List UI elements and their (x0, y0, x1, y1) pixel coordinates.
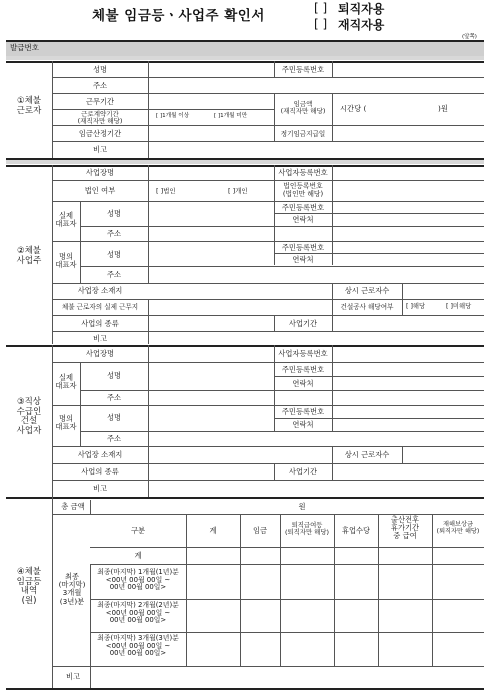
rule (274, 315, 275, 331)
rule (6, 688, 484, 690)
construction-option-no[interactable]: [ ]미해당 (446, 303, 472, 310)
contractor-remarks-label: 비고 (92, 484, 108, 493)
wages-col-leave: 휴업수당 (341, 526, 371, 535)
employer-section-title: ②체불 사업주 (16, 246, 42, 266)
wages-col-injury: 재해보상금 (퇴직자만 해당) (436, 521, 480, 535)
contractor-actual-rep-contact-label: 연락처 (292, 379, 314, 388)
wages-last-period-label: 최종 (마지막) 3개월 (3년)분 (58, 572, 86, 606)
wages-col-severance: 퇴직급여등 (퇴직자만 해당) (284, 521, 330, 537)
employer-construction-label: 건설공사 해당여부 (340, 303, 394, 311)
form-title: 체불 임금등ㆍ사업주 확인서 (92, 8, 265, 24)
rule (274, 125, 275, 141)
rule (332, 446, 333, 463)
rule (52, 241, 484, 242)
employer-corp-reg-label: 법인등록번호 (법인만 해당) (282, 182, 324, 198)
rule (52, 514, 484, 515)
rule (52, 180, 484, 181)
rule (90, 564, 484, 565)
contractor-nominal-rep-address-label: 주소 (106, 434, 122, 443)
wages-row-month-3: 최종(마지막) 3개월(3년)분 <00년 00월 00일 ~ 00년 00월 00일> (97, 634, 179, 658)
wages-col-total: 계 (209, 526, 217, 535)
confirmation-form (6, 0, 484, 693)
rule (52, 362, 484, 363)
employer-actual-rep-label: 실제 대표자 (55, 211, 77, 229)
employer-nominal-rep-contact-label: 연락처 (292, 255, 314, 264)
employer-business-period-label: 사업기간 (288, 319, 318, 328)
gap-bar-2 (6, 160, 484, 164)
employer-location-label: 사업장 소재지 (77, 286, 123, 295)
period-option-over-1m[interactable]: [ ]1개월 이상 (156, 113, 190, 119)
construction-option-yes[interactable]: [ ]해당 (406, 303, 426, 310)
wages-col-category: 구분 (130, 526, 146, 535)
corp-option-individual[interactable]: [ ]개인 (228, 187, 248, 195)
rule (80, 266, 484, 267)
wages-col-wage: 임금 (252, 526, 268, 535)
rule (6, 61, 484, 63)
rule (274, 418, 484, 419)
option-employed-label: 재직자용 (338, 18, 385, 32)
rule (148, 299, 149, 344)
rule (52, 446, 484, 447)
rule (240, 514, 241, 666)
rule (274, 93, 275, 125)
rule (80, 431, 484, 432)
employer-business-reg-label: 사업자등록번호 (278, 168, 328, 177)
wages-section-title: ④체불 임금등 내역 (원) (16, 567, 42, 606)
rule (52, 201, 484, 202)
rule (332, 315, 333, 331)
rule (52, 345, 53, 497)
rule (52, 165, 53, 344)
rule (52, 666, 484, 667)
rule (52, 141, 484, 142)
contractor-nominal-rep-resident-label: 주민등록번호 (281, 407, 325, 416)
worker-regular-payday-label: 정기임금지급일 (280, 130, 326, 138)
rule (332, 125, 333, 141)
checkbox-employed[interactable]: [ ] (314, 17, 328, 31)
rule (90, 666, 91, 688)
worker-section-title: ①체불 근로자 (16, 96, 42, 116)
contractor-actual-rep-resident-label: 주민등록번호 (281, 365, 325, 374)
employer-business-name-label: 사업장명 (85, 168, 115, 177)
rule (52, 497, 53, 688)
rule (52, 463, 484, 464)
employer-nominal-rep-name-label: 성명 (106, 250, 122, 259)
issue-number-label: 발급번호 (10, 43, 39, 52)
hourly-wage-label: 시간당 ( (340, 104, 367, 113)
employer-actual-rep-contact-label: 연락처 (292, 215, 314, 224)
rule (52, 331, 484, 332)
rule (274, 61, 275, 77)
contractor-business-reg-label: 사업자등록번호 (278, 349, 328, 358)
rule (334, 514, 335, 666)
contractor-section-title: ③직상 수급인 건설 사업자 (16, 397, 42, 436)
employer-nominal-rep-resident-label: 주민등록번호 (281, 243, 325, 252)
employer-nominal-rep-address-label: 주소 (106, 270, 122, 279)
period-option-under-1m[interactable]: [ ]1개월 미만 (214, 113, 248, 119)
wages-total-label: 총 금액 (61, 502, 85, 511)
worker-name-label: 성명 (92, 65, 108, 74)
rule (6, 345, 484, 347)
rule (332, 61, 333, 77)
employer-actual-workplace-label: 체불 근로자의 실제 근무지 (61, 303, 139, 311)
employer-actual-rep-resident-label: 주민등록번호 (281, 203, 325, 212)
rule (52, 405, 484, 406)
rule (332, 93, 333, 125)
corp-option-corporation[interactable]: [ ]법인 (156, 187, 176, 195)
rule (90, 500, 91, 514)
rule (432, 514, 433, 666)
rule (274, 345, 275, 405)
worker-wage-label: 임금액 (재직자만 해당) (280, 100, 326, 116)
rule (80, 226, 484, 227)
contractor-nominal-rep-name-label: 성명 (106, 413, 122, 422)
rule (80, 362, 81, 446)
rule (90, 632, 484, 633)
option-retired-label: 퇴직자용 (338, 2, 385, 16)
employer-actual-rep-address-label: 주소 (106, 229, 122, 238)
rule (80, 201, 81, 283)
wages-row-month-1: 최종(마지막) 1개월(1년)분 <00년 00월 00일 ~ 00년 00월 00일> (97, 568, 179, 592)
rule (274, 253, 484, 254)
rule (280, 514, 281, 666)
wages-row-month-2: 최종(마지막) 2개월(2년)분 <00년 00월 00일 ~ 00년 00월 00일> (97, 601, 179, 625)
rule (52, 77, 484, 78)
worker-work-period-label: 근무기간 (85, 97, 115, 106)
rule (6, 165, 484, 167)
worker-address-label: 주소 (92, 81, 108, 90)
employer-remarks-label: 비고 (92, 334, 108, 343)
contractor-employee-count-label: 상시 근로자수 (344, 450, 390, 459)
hourly-wage-unit: )원 (438, 104, 448, 113)
worker-remarks-label: 비고 (92, 145, 108, 154)
rule (274, 463, 275, 480)
rule (402, 446, 403, 463)
rule (90, 564, 91, 666)
worker-contract-period-label: 근로계약기간 (재직자만 해당) (77, 110, 123, 126)
rule (378, 514, 379, 666)
rule (186, 514, 187, 666)
wages-col-maternity: 출산전후 휴가기간 중 급여 (390, 515, 420, 541)
rule (80, 390, 484, 391)
contractor-nominal-rep-label: 명의 대표자 (55, 414, 77, 432)
checkbox-retired[interactable]: [ ] (314, 1, 328, 15)
rule (6, 497, 484, 499)
contractor-nominal-rep-contact-label: 연락처 (292, 420, 314, 429)
contractor-business-name-label: 사업장명 (85, 349, 115, 358)
rule (52, 283, 484, 284)
wages-total-unit: 원 (298, 502, 306, 511)
employer-nominal-rep-label: 명의 대표자 (55, 252, 77, 270)
rule (52, 480, 484, 481)
employer-actual-rep-name-label: 성명 (106, 209, 122, 218)
wages-remarks-label: 비고 (65, 672, 81, 681)
contractor-business-type-label: 사업의 종류 (81, 467, 119, 476)
gap-bar-1 (6, 56, 484, 60)
rule (52, 299, 484, 300)
page-side-label: (앞쪽) (462, 34, 477, 40)
employer-business-type-label: 사업의 종류 (81, 319, 119, 328)
rule (332, 345, 333, 405)
employer-corp-label: 법인 여부 (84, 186, 116, 195)
rule (148, 345, 149, 497)
rule (52, 93, 484, 94)
rule (332, 463, 333, 480)
worker-unpaid-period-label: 임금산정기간 (78, 129, 122, 138)
rule (90, 547, 484, 548)
contractor-actual-rep-label: 실제 대표자 (55, 373, 77, 391)
employer-employee-count-label: 상시 근로자수 (344, 286, 390, 295)
worker-resident-no-label: 주민등록번호 (281, 65, 325, 74)
contractor-actual-rep-address-label: 주소 (106, 393, 122, 402)
contractor-actual-rep-name-label: 성명 (106, 371, 122, 380)
rule (90, 599, 484, 600)
contractor-business-period-label: 사업기간 (288, 467, 318, 476)
rule (274, 213, 484, 214)
rule (52, 315, 484, 316)
contractor-location-label: 사업장 소재지 (77, 450, 123, 459)
wages-row-sum: 계 (134, 551, 142, 560)
rule (274, 376, 484, 377)
